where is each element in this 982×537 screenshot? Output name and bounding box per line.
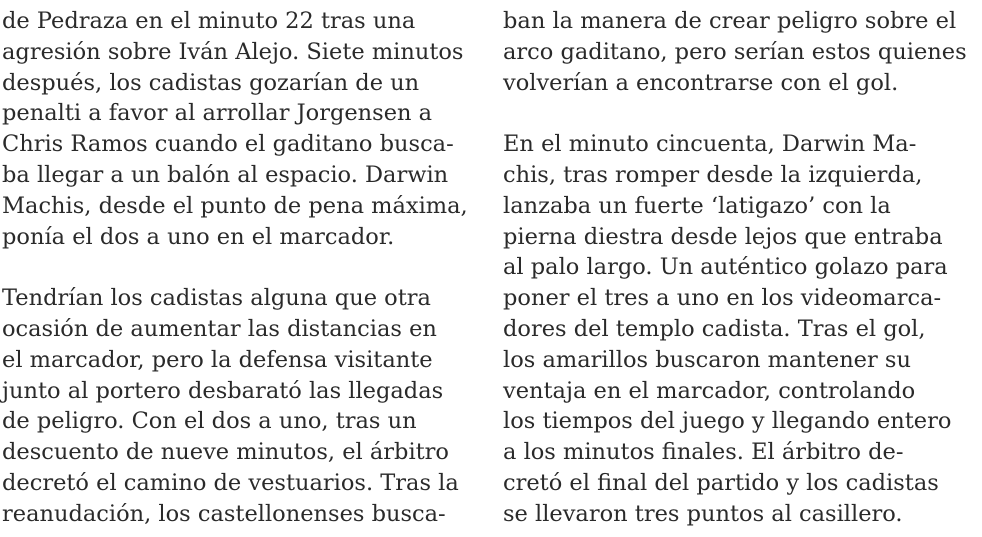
text-line: arco gaditano, pero serían estos quienes <box>503 38 967 65</box>
text-line: junto al portero desbarató las llegadas <box>2 377 444 404</box>
text-line: Chris Ramos cuando el gaditano busca- <box>2 131 454 158</box>
text-line: volverían a encontrarse con el gol. <box>503 69 899 96</box>
text-line: poner el tres a uno en los videomarca- <box>503 285 942 312</box>
text-line: ban la manera de crear peligro sobre el <box>503 8 957 34</box>
text-line: el marcador, pero la defensa visitante <box>2 346 433 373</box>
text-line: ponía el dos a uno en el marcador. <box>2 223 395 250</box>
text-line: los tiempos del juego y llegando entero <box>503 408 952 435</box>
text-line: agresión sobre Iván Alejo. Siete minutos <box>2 38 464 65</box>
text-line: se llevaron tres puntos al casillero. <box>503 500 903 527</box>
text-line: chis, tras romper desde la izquierda, <box>503 161 923 188</box>
left-column <box>2 6 482 530</box>
paragraph <box>503 6 982 98</box>
text-line: dores del templo cadista. Tras el gol, <box>503 315 926 342</box>
text-line: Tendrían los cadistas alguna que otra <box>2 285 431 312</box>
text-line: reanudación, los castellonenses busca- <box>2 500 446 527</box>
text-line: En el minuto cincuenta, Darwin Ma- <box>503 131 917 158</box>
text-line: ventaja en el marcador, controlando <box>503 377 916 404</box>
text-line: a los minutos finales. El árbitro de- <box>503 439 904 466</box>
text-line: pierna diestra desde lejos que entraba <box>503 223 943 250</box>
paragraph <box>503 129 982 529</box>
text-line: cretó el final del partido y los cadistas <box>503 469 939 496</box>
text-line: ba llegar a un balón al espacio. Darwin <box>2 161 449 188</box>
text-line: después, los cadistas gozarían de un <box>2 69 420 96</box>
text-line: de Pedraza en el minuto 22 tras una <box>2 8 416 34</box>
text-line: ocasión de aumentar las distancias en <box>2 315 437 342</box>
text-line: descuento de nueve minutos, el árbitro <box>2 439 449 466</box>
right-column <box>503 6 982 530</box>
text-line: de peligro. Con el dos a uno, tras un <box>2 408 417 435</box>
paragraph <box>2 6 482 252</box>
text-line: Machis, desde el punto de pena máxima, <box>2 192 468 219</box>
text-line: decretó el camino de vestuarios. Tras la <box>2 469 459 496</box>
text-line: al palo largo. Un auténtico golazo para <box>503 254 948 281</box>
text-line: los amarillos buscaron mantener su <box>503 346 911 373</box>
text-line: penalti a favor al arrollar Jorgensen a <box>2 100 433 127</box>
paragraph <box>2 283 482 529</box>
text-line: lanzaba un fuerte ‘latigazo’ con la <box>503 192 891 219</box>
